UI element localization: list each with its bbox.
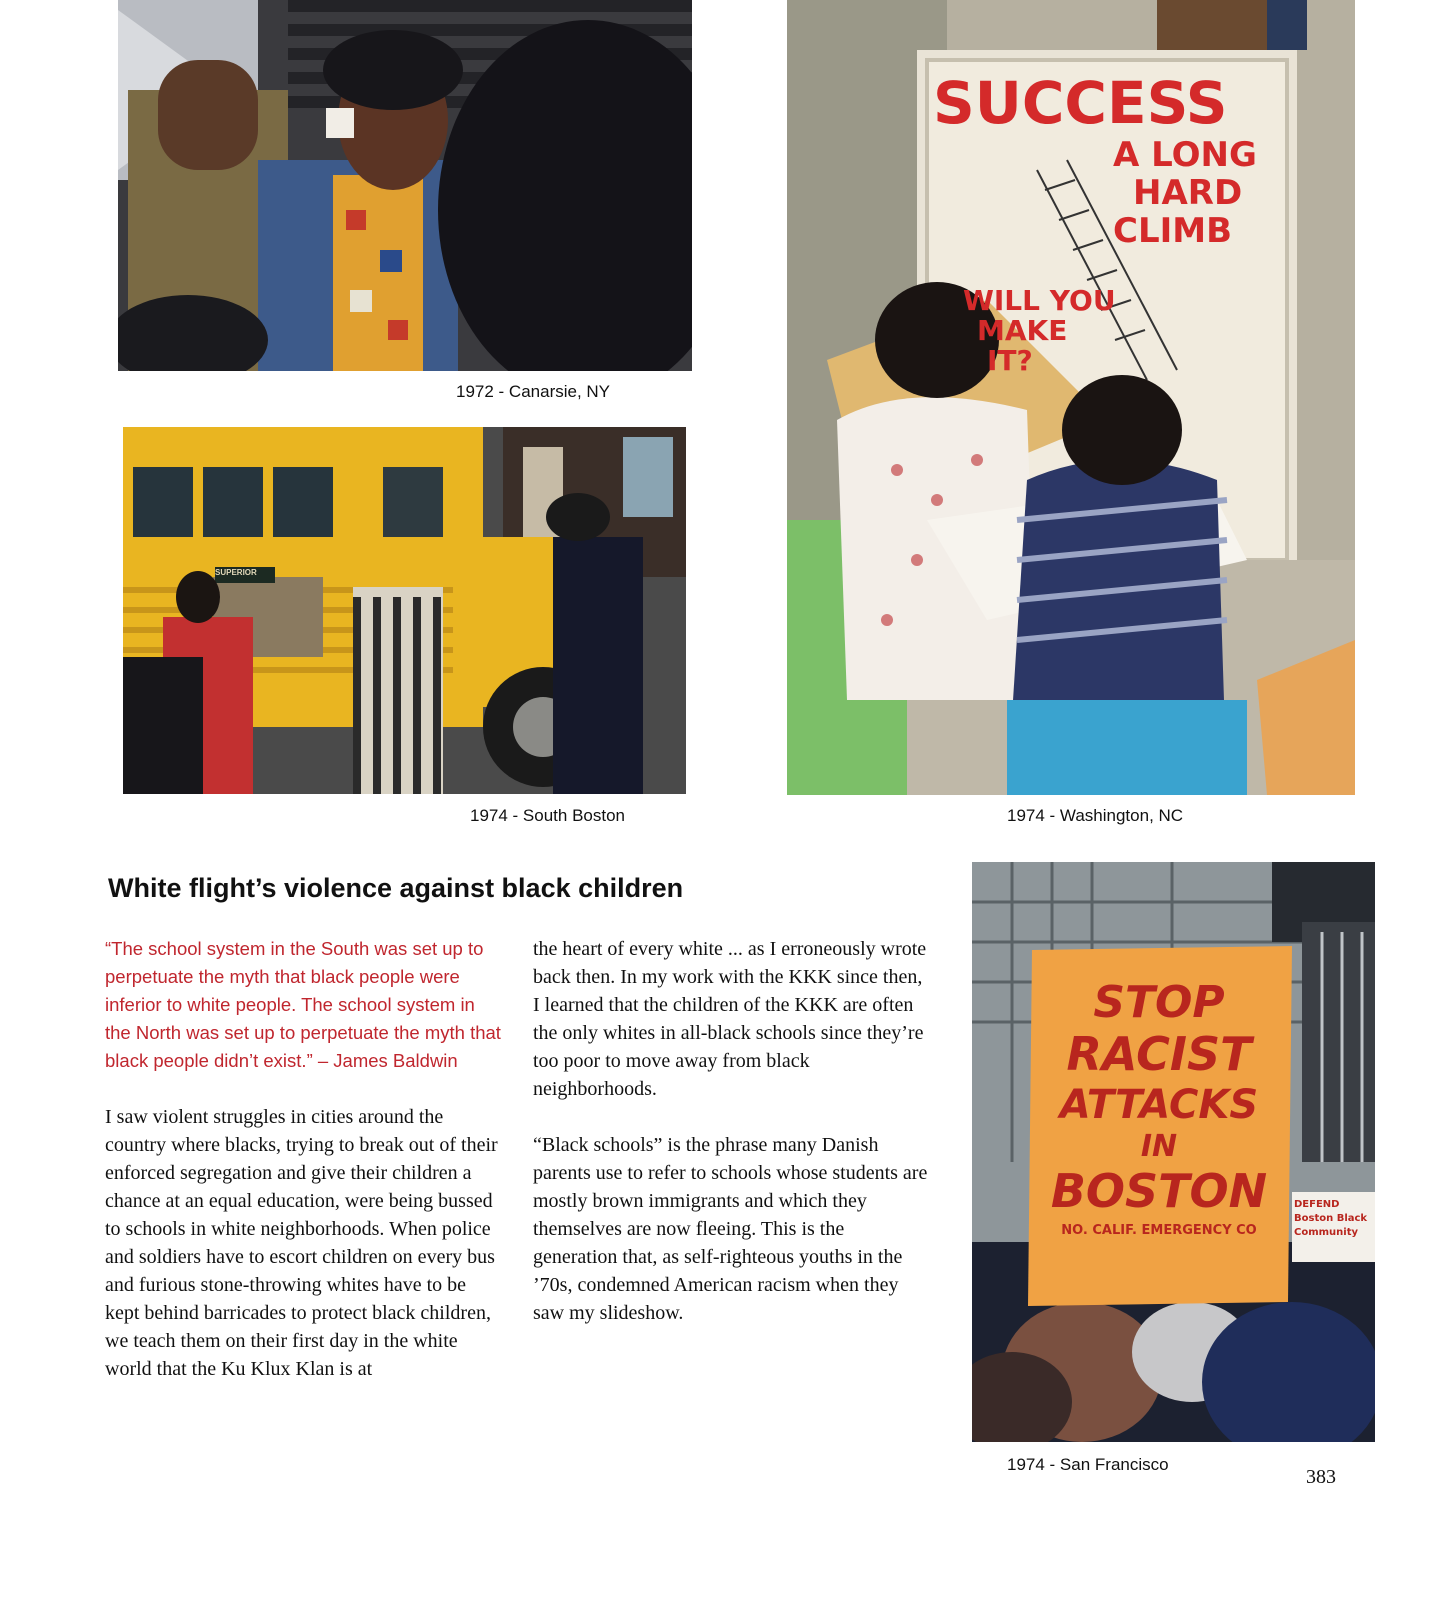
success-sign-line-3: HARD bbox=[1133, 173, 1243, 213]
protest-sign bbox=[1034, 978, 1284, 1244]
baldwin-quote: “The school system in the South was set up to perpetuate the myth that black people were inferior to white people. The school system in the North was set up to perpetuate the myth that black people didn’t exist.” – James Baldwin bbox=[105, 938, 501, 1071]
protest-sign-line-5: BOSTON bbox=[1050, 1164, 1268, 1218]
protest-sign-footer: NO. CALIF. EMERGENCY CO bbox=[1061, 1223, 1257, 1238]
protest-sign-line-3: ATTACKS bbox=[1059, 1082, 1259, 1128]
success-sign-line-7: IT? bbox=[987, 344, 1033, 377]
protest-sign-line-1: STOP bbox=[1093, 977, 1225, 1028]
article-paragraph-3: “Black schools” is the phrase many Danish parents use to refer to schools whose students are mostly brown immigrants and which they themselves are now fleeing. This is the generation that, as self-righteous youths in the ’70s, condemned American racism when they saw my slideshow. bbox=[533, 1134, 928, 1324]
photo-san-francisco bbox=[972, 862, 1375, 1442]
photo-canarsie bbox=[118, 0, 692, 371]
success-sign-line-4: CLIMB bbox=[1113, 211, 1233, 251]
photo-south-boston bbox=[123, 427, 686, 794]
caption-south-boston: 1974 - South Boston bbox=[470, 806, 626, 825]
caption-canarsie: 1972 - Canarsie, NY bbox=[456, 382, 611, 401]
small-sign-line-1: DEFEND bbox=[1294, 1199, 1340, 1210]
success-sign-line-6: MAKE bbox=[977, 314, 1068, 347]
success-sign-line-5: WILL YOU bbox=[963, 284, 1116, 317]
protest-sign-line-2: RACIST bbox=[1066, 1027, 1252, 1081]
small-protest-sign bbox=[1294, 1198, 1374, 1240]
bus-badge: SUPERIOR bbox=[215, 568, 257, 577]
small-sign-line-2: Boston Black bbox=[1294, 1213, 1368, 1224]
caption-washington: 1974 - Washington, NC bbox=[1007, 806, 1184, 825]
article-paragraph-1: I saw violent struggles in cities around the country where blacks, trying to break out of their enforced segregation and give their children a chance at an equal education, were being bussed to schools in white neighborhoods. When police and soldiers have to escort children on every bus and furious stone-throwing whites have to be kept behind barricades to protect black children, we teach them on their first day in the white world that the Ku Klux Klan is at bbox=[105, 1106, 498, 1380]
article-column-left bbox=[105, 935, 505, 1411]
photo-washington bbox=[787, 0, 1355, 795]
success-sign-line-2: A LONG bbox=[1113, 135, 1257, 175]
page-number: 383 bbox=[1306, 1466, 1336, 1488]
article-column-right bbox=[533, 935, 933, 1355]
section-heading: White flight’s violence against black children bbox=[108, 873, 684, 903]
success-sign bbox=[933, 70, 1283, 376]
article-paragraph-2: the heart of every white ... as I erroneously wrote back then. In my work with the KKK since then, I learned that the children of the KKK are often the only whites in all-black schools since they’re too poor to move away from black neighborhoods. bbox=[533, 938, 927, 1100]
caption-san-francisco: 1974 - San Francisco bbox=[1007, 1455, 1169, 1474]
protest-sign-line-4: IN bbox=[1140, 1129, 1178, 1164]
success-sign-line-1: SUCCESS bbox=[933, 69, 1228, 137]
small-sign-line-3: Community bbox=[1294, 1227, 1359, 1238]
